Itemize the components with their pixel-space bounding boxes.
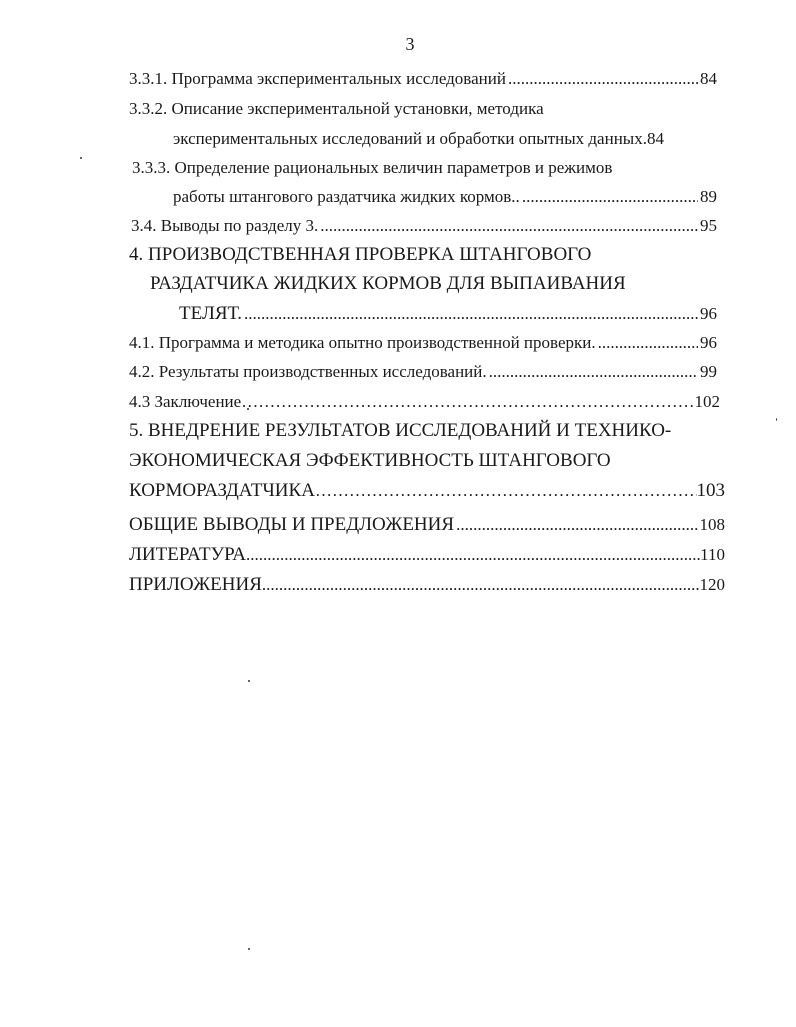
toc-entry-literature [129,545,725,564]
toc-entry-title: КОРМОРАЗДАТЧИКА [129,480,315,501]
toc-entry-5-line3 [129,481,725,500]
toc-entry-4-3 [129,393,720,410]
toc-entry-3-3-3-line1: 3.3.3. Определение рациональных величин параметров и режимов [132,158,613,177]
toc-leader-dots [320,217,698,234]
toc-entry-4-line3 [179,304,717,323]
toc-leader-dots [315,482,697,499]
toc-entry-5-line1: 5. ВНЕДРЕНИЕ РЕЗУЛЬТАТОВ ИССЛЕДОВАНИЙ И ТЕХНИКО- [129,420,672,441]
toc-entry-3-3-2-line1: 3.3.2. Описание экспериментальной установки, методика [129,99,544,118]
toc-entry-title: 4.2. Результаты производственных исследований. [129,362,487,381]
toc-leader-dots [456,516,697,533]
toc-entry-3-3-1 [129,70,717,87]
toc-entry-title: 3.3.1. Программа экспериментальных исследований [129,69,506,88]
toc-entry-page: 103 [696,480,725,501]
toc-leader-dots [598,334,698,351]
toc-entry-appendices [129,575,725,594]
toc-entry-page: 108 [699,515,725,534]
toc-entry-page: 102 [694,392,720,411]
toc-leader-dots [246,546,700,563]
toc-entry-4-1 [129,334,717,351]
toc-leader-dots [508,70,698,87]
scan-speck [248,680,250,682]
scan-speck [80,157,82,159]
toc-entry-page: 120 [699,575,725,594]
toc-leader-dots [241,393,694,410]
toc-leader-dots [489,363,698,380]
toc-leader-dots [262,576,700,593]
toc-entry-page: 89 [700,187,717,206]
scan-speck [248,948,250,950]
toc-entry-title: 4.1. Программа и методика опытно производственной проверки. [129,333,596,352]
toc-entry-title: ТЕЛЯТ. [179,303,242,324]
toc-entry-conclusions [129,515,725,534]
toc-entry-title: 4.3 Заключение [129,392,242,411]
toc-entry-title: ОБЩИЕ ВЫВОДЫ И ПРЕДЛОЖЕНИЯ [129,514,455,535]
toc-leader-dots [244,305,698,322]
toc-entry-page: 96 [700,333,717,352]
toc-entry-page: 99 [700,362,717,381]
scan-speck [776,418,777,421]
toc-entry-5-line2: ЭКОНОМИЧЕСКАЯ ЭФФЕКТИВНОСТЬ ШТАНГОВОГО [129,450,611,471]
toc-leader-dots [522,188,698,205]
toc-entry-4-line1: 4. ПРОИЗВОДСТВЕННАЯ ПРОВЕРКА ШТАНГОВОГО [129,244,592,265]
toc-entry-title: 3.4. Выводы по разделу 3. [131,216,319,235]
toc-entry-title: ЛИТЕРАТУРА [129,544,246,565]
toc-entry-3-3-2-line2: экспериментальных исследований и обработки опытных данных.84 [173,129,664,148]
toc-entry-page: 95 [700,216,717,235]
toc-entry-page: 110 [700,545,725,564]
toc-entry-4-2 [129,363,717,380]
toc-entry-title: ПРИЛОЖЕНИЯ [129,574,262,595]
page-number: 3 [405,34,415,54]
toc-entry-3-3-3-line2 [173,188,717,205]
toc-entry-title: работы штангового раздатчика жидких кормов.. [173,187,520,206]
toc-entry-page: 96 [700,304,717,323]
toc-entry-3-4 [131,217,717,234]
scan-speck [247,408,249,410]
toc-entry-page: 84 [700,69,717,88]
toc-entry-4-line2: РАЗДАТЧИКА ЖИДКИХ КОРМОВ ДЛЯ ВЫПАИВАНИЯ [150,273,626,294]
